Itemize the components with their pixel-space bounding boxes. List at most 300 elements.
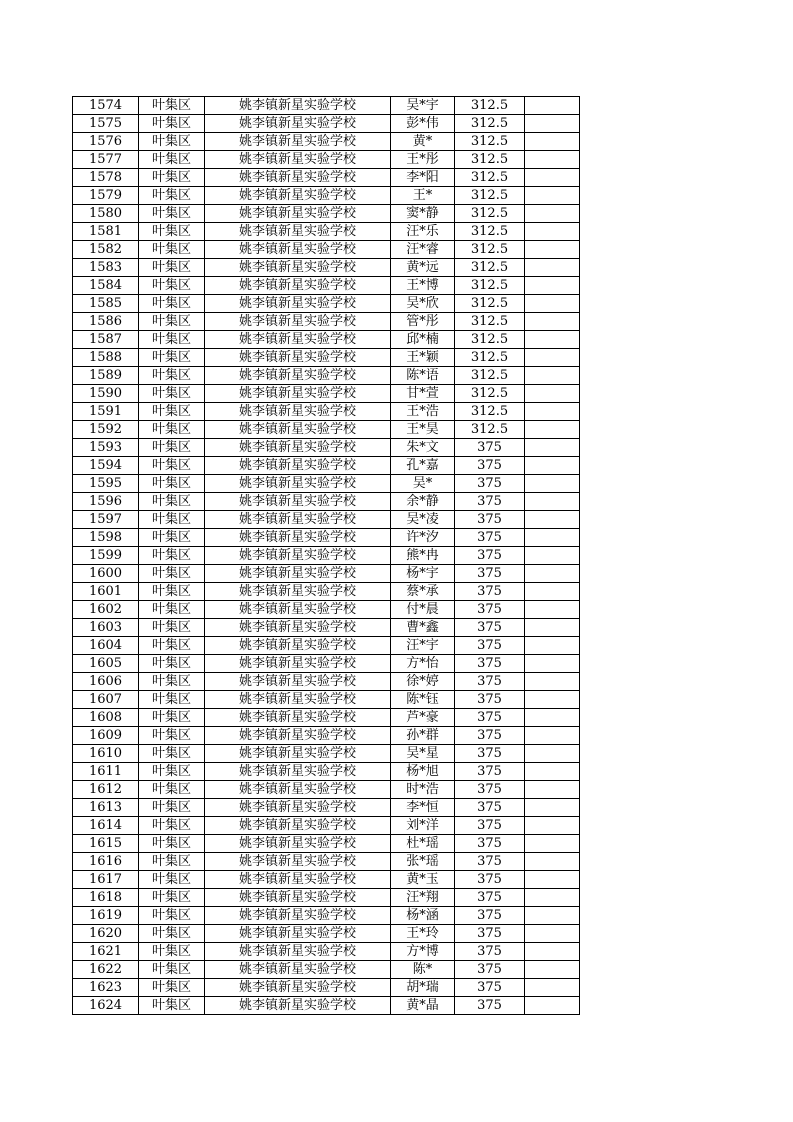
cell-note (525, 547, 580, 565)
cell-note (525, 457, 580, 475)
table-row (73, 853, 580, 871)
cell-school: 姚李镇新星实验学校 (205, 763, 391, 781)
cell-note (525, 979, 580, 997)
cell-school: 姚李镇新星实验学校 (205, 925, 391, 943)
cell-note (525, 421, 580, 439)
cell-number: 1584 (73, 277, 139, 295)
cell-score: 312.5 (455, 295, 525, 313)
cell-note (525, 745, 580, 763)
cell-name: 王*昊 (391, 421, 455, 439)
cell-number: 1597 (73, 511, 139, 529)
cell-district: 叶集区 (139, 673, 205, 691)
cell-district: 叶集区 (139, 403, 205, 421)
cell-number: 1582 (73, 241, 139, 259)
cell-school: 姚李镇新星实验学校 (205, 241, 391, 259)
cell-note (525, 619, 580, 637)
cell-score: 375 (455, 925, 525, 943)
cell-number: 1603 (73, 619, 139, 637)
cell-school: 姚李镇新星实验学校 (205, 151, 391, 169)
cell-district: 叶集区 (139, 925, 205, 943)
cell-score: 375 (455, 727, 525, 745)
cell-number: 1613 (73, 799, 139, 817)
cell-name: 杨*旭 (391, 763, 455, 781)
cell-name: 王*彤 (391, 151, 455, 169)
cell-note (525, 799, 580, 817)
roster-rows (73, 97, 580, 1015)
table-row (73, 997, 580, 1015)
cell-name: 吴*宇 (391, 97, 455, 115)
cell-name: 许*汐 (391, 529, 455, 547)
cell-name: 陈*语 (391, 367, 455, 385)
cell-district: 叶集区 (139, 421, 205, 439)
cell-note (525, 313, 580, 331)
cell-note (525, 475, 580, 493)
cell-score: 375 (455, 835, 525, 853)
cell-score: 375 (455, 601, 525, 619)
cell-district: 叶集区 (139, 655, 205, 673)
cell-number: 1601 (73, 583, 139, 601)
cell-school: 姚李镇新星实验学校 (205, 781, 391, 799)
cell-name: 方*博 (391, 943, 455, 961)
table-row (73, 115, 580, 133)
cell-district: 叶集区 (139, 853, 205, 871)
cell-number: 1611 (73, 763, 139, 781)
table-row (73, 583, 580, 601)
cell-number: 1607 (73, 691, 139, 709)
cell-school: 姚李镇新星实验学校 (205, 115, 391, 133)
cell-name: 杜*瑶 (391, 835, 455, 853)
table-row (73, 745, 580, 763)
cell-score: 375 (455, 457, 525, 475)
table-row (73, 763, 580, 781)
cell-name: 孙*群 (391, 727, 455, 745)
cell-number: 1577 (73, 151, 139, 169)
cell-school: 姚李镇新星实验学校 (205, 961, 391, 979)
cell-school: 姚李镇新星实验学校 (205, 889, 391, 907)
table-row (73, 889, 580, 907)
cell-note (525, 817, 580, 835)
cell-number: 1579 (73, 187, 139, 205)
cell-school: 姚李镇新星实验学校 (205, 979, 391, 997)
table-row (73, 511, 580, 529)
table-row (73, 169, 580, 187)
cell-note (525, 295, 580, 313)
table-row (73, 925, 580, 943)
cell-note (525, 565, 580, 583)
cell-note (525, 205, 580, 223)
cell-number: 1581 (73, 223, 139, 241)
cell-district: 叶集区 (139, 637, 205, 655)
cell-name: 杨*涵 (391, 907, 455, 925)
cell-number: 1602 (73, 601, 139, 619)
cell-name: 邱*楠 (391, 331, 455, 349)
cell-district: 叶集区 (139, 619, 205, 637)
table-row (73, 223, 580, 241)
cell-number: 1615 (73, 835, 139, 853)
table-row (73, 547, 580, 565)
cell-name: 李*恒 (391, 799, 455, 817)
cell-district: 叶集区 (139, 133, 205, 151)
cell-number: 1590 (73, 385, 139, 403)
cell-name: 甘*萱 (391, 385, 455, 403)
table-row (73, 907, 580, 925)
cell-district: 叶集区 (139, 187, 205, 205)
cell-score: 375 (455, 709, 525, 727)
cell-district: 叶集区 (139, 781, 205, 799)
cell-name: 王*博 (391, 277, 455, 295)
cell-district: 叶集区 (139, 475, 205, 493)
table-row (73, 673, 580, 691)
cell-number: 1583 (73, 259, 139, 277)
cell-school: 姚李镇新星实验学校 (205, 331, 391, 349)
cell-district: 叶集区 (139, 817, 205, 835)
cell-school: 姚李镇新星实验学校 (205, 727, 391, 745)
cell-name: 黄*远 (391, 259, 455, 277)
cell-score: 375 (455, 763, 525, 781)
table-row (73, 871, 580, 889)
cell-name: 方*怡 (391, 655, 455, 673)
cell-district: 叶集区 (139, 907, 205, 925)
cell-district: 叶集区 (139, 367, 205, 385)
cell-school: 姚李镇新星实验学校 (205, 907, 391, 925)
cell-name: 王*颖 (391, 349, 455, 367)
cell-district: 叶集区 (139, 601, 205, 619)
cell-note (525, 727, 580, 745)
cell-number: 1610 (73, 745, 139, 763)
table-row (73, 421, 580, 439)
cell-number: 1606 (73, 673, 139, 691)
cell-note (525, 961, 580, 979)
cell-name: 黄*晶 (391, 997, 455, 1015)
cell-district: 叶集区 (139, 979, 205, 997)
cell-school: 姚李镇新星实验学校 (205, 565, 391, 583)
cell-district: 叶集区 (139, 205, 205, 223)
cell-district: 叶集区 (139, 727, 205, 745)
cell-score: 312.5 (455, 421, 525, 439)
cell-school: 姚李镇新星实验学校 (205, 133, 391, 151)
cell-district: 叶集区 (139, 745, 205, 763)
cell-number: 1593 (73, 439, 139, 457)
table-row (73, 187, 580, 205)
table-row (73, 709, 580, 727)
cell-number: 1589 (73, 367, 139, 385)
cell-name: 时*浩 (391, 781, 455, 799)
cell-school: 姚李镇新星实验学校 (205, 439, 391, 457)
cell-note (525, 835, 580, 853)
cell-name: 汪*睿 (391, 241, 455, 259)
cell-score: 375 (455, 493, 525, 511)
cell-district: 叶集区 (139, 691, 205, 709)
cell-number: 1578 (73, 169, 139, 187)
cell-score: 312.5 (455, 205, 525, 223)
cell-school: 姚李镇新星实验学校 (205, 853, 391, 871)
cell-school: 姚李镇新星实验学校 (205, 457, 391, 475)
cell-school: 姚李镇新星实验学校 (205, 547, 391, 565)
cell-name: 吴* (391, 475, 455, 493)
cell-name: 王*玲 (391, 925, 455, 943)
cell-note (525, 583, 580, 601)
cell-note (525, 529, 580, 547)
table-row (73, 277, 580, 295)
cell-name: 王* (391, 187, 455, 205)
cell-note (525, 331, 580, 349)
cell-district: 叶集区 (139, 511, 205, 529)
cell-score: 312.5 (455, 349, 525, 367)
cell-number: 1599 (73, 547, 139, 565)
cell-note (525, 943, 580, 961)
table-row (73, 367, 580, 385)
cell-school: 姚李镇新星实验学校 (205, 169, 391, 187)
cell-number: 1618 (73, 889, 139, 907)
cell-name: 黄*玉 (391, 871, 455, 889)
cell-name: 吴*星 (391, 745, 455, 763)
cell-score: 312.5 (455, 331, 525, 349)
cell-note (525, 637, 580, 655)
cell-score: 312.5 (455, 187, 525, 205)
cell-score: 375 (455, 853, 525, 871)
cell-school: 姚李镇新星实验学校 (205, 385, 391, 403)
cell-note (525, 187, 580, 205)
table-row (73, 313, 580, 331)
cell-score: 375 (455, 889, 525, 907)
cell-district: 叶集区 (139, 961, 205, 979)
roster-table (72, 96, 580, 1015)
cell-school: 姚李镇新星实验学校 (205, 349, 391, 367)
cell-name: 孔*嘉 (391, 457, 455, 475)
cell-district: 叶集区 (139, 457, 205, 475)
cell-school: 姚李镇新星实验学校 (205, 493, 391, 511)
cell-name: 胡*瑞 (391, 979, 455, 997)
cell-school: 姚李镇新星实验学校 (205, 835, 391, 853)
cell-score: 375 (455, 511, 525, 529)
table-row (73, 637, 580, 655)
cell-number: 1620 (73, 925, 139, 943)
cell-note (525, 97, 580, 115)
cell-number: 1619 (73, 907, 139, 925)
cell-district: 叶集区 (139, 331, 205, 349)
cell-note (525, 871, 580, 889)
cell-score: 375 (455, 799, 525, 817)
cell-number: 1592 (73, 421, 139, 439)
cell-score: 375 (455, 691, 525, 709)
cell-district: 叶集区 (139, 871, 205, 889)
table-row (73, 943, 580, 961)
cell-name: 曹*鑫 (391, 619, 455, 637)
cell-note (525, 907, 580, 925)
table-row (73, 691, 580, 709)
table-row (73, 295, 580, 313)
cell-score: 375 (455, 637, 525, 655)
cell-district: 叶集区 (139, 385, 205, 403)
table-row (73, 241, 580, 259)
cell-name: 汪*宇 (391, 637, 455, 655)
cell-note (525, 673, 580, 691)
cell-score: 312.5 (455, 277, 525, 295)
cell-district: 叶集区 (139, 943, 205, 961)
cell-name: 付*晨 (391, 601, 455, 619)
cell-name: 陈*钰 (391, 691, 455, 709)
table-row (73, 817, 580, 835)
cell-score: 312.5 (455, 259, 525, 277)
cell-school: 姚李镇新星实验学校 (205, 943, 391, 961)
cell-number: 1596 (73, 493, 139, 511)
table-row (73, 799, 580, 817)
cell-score: 312.5 (455, 385, 525, 403)
cell-note (525, 601, 580, 619)
cell-school: 姚李镇新星实验学校 (205, 799, 391, 817)
cell-number: 1622 (73, 961, 139, 979)
cell-number: 1621 (73, 943, 139, 961)
cell-number: 1595 (73, 475, 139, 493)
cell-score: 375 (455, 943, 525, 961)
cell-school: 姚李镇新星实验学校 (205, 421, 391, 439)
table-row (73, 133, 580, 151)
cell-name: 管*彤 (391, 313, 455, 331)
cell-score: 375 (455, 655, 525, 673)
cell-number: 1608 (73, 709, 139, 727)
cell-school: 姚李镇新星实验学校 (205, 691, 391, 709)
cell-note (525, 511, 580, 529)
cell-score: 312.5 (455, 97, 525, 115)
cell-score: 375 (455, 529, 525, 547)
cell-district: 叶集区 (139, 439, 205, 457)
cell-number: 1594 (73, 457, 139, 475)
cell-school: 姚李镇新星实验学校 (205, 601, 391, 619)
cell-name: 张*瑶 (391, 853, 455, 871)
cell-note (525, 439, 580, 457)
cell-number: 1588 (73, 349, 139, 367)
cell-district: 叶集区 (139, 763, 205, 781)
cell-school: 姚李镇新星实验学校 (205, 619, 391, 637)
cell-name: 王*浩 (391, 403, 455, 421)
cell-name: 余*静 (391, 493, 455, 511)
cell-note (525, 277, 580, 295)
cell-school: 姚李镇新星实验学校 (205, 223, 391, 241)
table-row (73, 331, 580, 349)
cell-note (525, 223, 580, 241)
table-row (73, 565, 580, 583)
cell-school: 姚李镇新星实验学校 (205, 511, 391, 529)
table-row (73, 601, 580, 619)
cell-score: 375 (455, 871, 525, 889)
cell-number: 1623 (73, 979, 139, 997)
cell-note (525, 169, 580, 187)
cell-note (525, 781, 580, 799)
table-row (73, 979, 580, 997)
cell-district: 叶集区 (139, 565, 205, 583)
cell-score: 375 (455, 907, 525, 925)
cell-district: 叶集区 (139, 547, 205, 565)
cell-name: 芦*豪 (391, 709, 455, 727)
cell-note (525, 115, 580, 133)
cell-note (525, 403, 580, 421)
cell-school: 姚李镇新星实验学校 (205, 475, 391, 493)
cell-note (525, 763, 580, 781)
cell-school: 姚李镇新星实验学校 (205, 403, 391, 421)
cell-score: 375 (455, 475, 525, 493)
cell-number: 1585 (73, 295, 139, 313)
cell-number: 1574 (73, 97, 139, 115)
cell-name: 汪*乐 (391, 223, 455, 241)
cell-score: 312.5 (455, 169, 525, 187)
cell-score: 375 (455, 583, 525, 601)
cell-school: 姚李镇新星实验学校 (205, 745, 391, 763)
table-row (73, 493, 580, 511)
cell-number: 1605 (73, 655, 139, 673)
cell-score: 312.5 (455, 403, 525, 421)
cell-number: 1624 (73, 997, 139, 1015)
cell-name: 刘*洋 (391, 817, 455, 835)
cell-note (525, 493, 580, 511)
cell-score: 375 (455, 547, 525, 565)
cell-note (525, 151, 580, 169)
cell-score: 375 (455, 979, 525, 997)
cell-score: 375 (455, 673, 525, 691)
cell-district: 叶集区 (139, 97, 205, 115)
cell-score: 375 (455, 817, 525, 835)
cell-school: 姚李镇新星实验学校 (205, 871, 391, 889)
cell-score: 375 (455, 565, 525, 583)
cell-school: 姚李镇新星实验学校 (205, 709, 391, 727)
cell-district: 叶集区 (139, 709, 205, 727)
cell-score: 312.5 (455, 133, 525, 151)
cell-name: 杨*宇 (391, 565, 455, 583)
cell-school: 姚李镇新星实验学校 (205, 529, 391, 547)
cell-score: 312.5 (455, 223, 525, 241)
table-row (73, 97, 580, 115)
table-row (73, 835, 580, 853)
cell-school: 姚李镇新星实验学校 (205, 583, 391, 601)
table-row (73, 205, 580, 223)
cell-number: 1575 (73, 115, 139, 133)
cell-score: 312.5 (455, 151, 525, 169)
cell-note (525, 241, 580, 259)
cell-name: 吴*欣 (391, 295, 455, 313)
cell-school: 姚李镇新星实验学校 (205, 295, 391, 313)
cell-note (525, 259, 580, 277)
cell-number: 1617 (73, 871, 139, 889)
cell-name: 汪*翔 (391, 889, 455, 907)
cell-school: 姚李镇新星实验学校 (205, 673, 391, 691)
cell-school: 姚李镇新星实验学校 (205, 97, 391, 115)
cell-district: 叶集区 (139, 529, 205, 547)
cell-name: 彭*伟 (391, 115, 455, 133)
cell-number: 1612 (73, 781, 139, 799)
cell-name: 黄* (391, 133, 455, 151)
cell-score: 375 (455, 997, 525, 1015)
cell-name: 徐*婷 (391, 673, 455, 691)
cell-number: 1576 (73, 133, 139, 151)
cell-note (525, 133, 580, 151)
table-row (73, 385, 580, 403)
cell-number: 1586 (73, 313, 139, 331)
cell-note (525, 889, 580, 907)
cell-district: 叶集区 (139, 889, 205, 907)
table-row (73, 403, 580, 421)
cell-note (525, 655, 580, 673)
cell-note (525, 709, 580, 727)
cell-district: 叶集区 (139, 493, 205, 511)
cell-name: 李*阳 (391, 169, 455, 187)
cell-district: 叶集区 (139, 799, 205, 817)
cell-district: 叶集区 (139, 259, 205, 277)
cell-district: 叶集区 (139, 583, 205, 601)
cell-score: 375 (455, 439, 525, 457)
cell-number: 1604 (73, 637, 139, 655)
cell-district: 叶集区 (139, 997, 205, 1015)
table-row (73, 655, 580, 673)
cell-name: 朱*文 (391, 439, 455, 457)
